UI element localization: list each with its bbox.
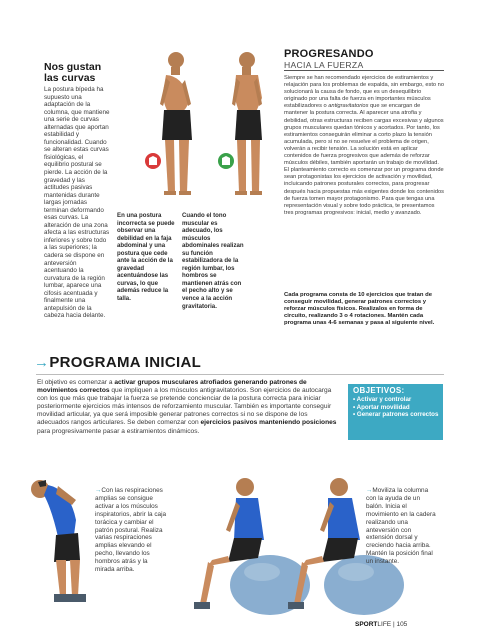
caption-correct-posture: Cuando el tono muscular es adecuado, los músculos abdominales realizan su función estabilizadora de la región lumbar, los hombros se mantienen atrás con el pecho alto y se vence a la acción gravitatoria. [182,212,244,310]
objective-item: • Aportar movilidad [353,403,410,411]
exercise-caption-breathing-text: Con las respiraciones amplias se consigue activar a los músculos inspiratorios, abrir la caja torácica y cambiar el patrón postural. Realiza varias respiraciones amplias elevando el pecho, llevando los hombros atrás y la mirada arriba. [95,487,167,574]
progress-heading-block [284,49,444,70]
curves-text: La postura bípeda ha supuesto una adaptación de la columna, que mantiene una serie de curvas alternadas que aportan estabilidad y funcionalidad. Cuando se alteran estas curvas fisiológicas, el equilibrio postural se pierde. La acción de la gravedad y las actitudes pasivas mantenidas durante largas jornadas terminan deformando esas curvas. La alteración de una zona afecta a las estructuras inferiores y sobre todo a las superiores; la cadera se dispone en anteversión acentuando la curvatura de la región lumbar, aparece una cifosis acentuada y finalmente una antepulsión de la cabeza hacia delante. [44,86,110,320]
footer-brand-bold: SPORT [355,621,378,628]
section-title [34,354,201,371]
footer-brand: LIFE [377,621,392,628]
intro-part2: que impliquen a los músculos antigravitatorios. Son ejercicios de autocarga con los que más que trabajar la fuerza se pretende concienciar de la postura correcta para iniciar posteriormente ejercicios más intensos de reforzamiento muscular. También es importante conseguir movilidad articular, ya que será imposible generar patrones correctos si no se dispone de los adecuados rangos articulares. Se deben comenzar con [37,387,332,427]
objective-item: • Activar y controlar [353,396,412,403]
program-structure-text: Cada programa consta de 10 ejercicios que tratan de conseguir movilidad, generar patrones correctos y reforzar músculos físicos. Realizalos en forma de circuito, realizando 3 o 4 rotaciones. Mantén cada programa unas 4-6 semanas y pasa al siguiente nivel. [284,292,435,327]
page-number: 105 [396,621,408,628]
exercise-caption-ball-text: Moviliza la columna con la ayuda de un balón. Inicia el movimiento en la cadera realizando una anteversión con extensión dorsal y creciendo hacia arriba. Mantén la posición final un instante. [366,487,436,566]
objective-item-text: Generar patrones correctos [356,411,439,419]
section-divider [36,374,444,375]
objective-item-text: Activar y controlar [356,396,412,403]
correct-posture-icon [218,153,234,169]
progress-heading: PROGRESANDO [284,48,374,60]
figure-incorrect-posture [160,52,192,195]
intro-part1: El objetivo es comenzar a [37,379,115,386]
page-footer: SPORTLIFE | 105 [355,621,408,628]
section-intro [37,379,339,436]
exercise-caption-ball [366,487,438,566]
objectives-box [348,384,443,440]
progress-body-part1: Siempre se han recomendado ejercicios de estiramientos y relajación para los problemas de espalda, sin embargo, esto no solucionará la causa de fondo, que es un desequilibrio originado por una falta de fuerza en importantes músculos estabilizadores o [284,75,444,110]
arrow-icon: → [95,487,102,494]
section-title-text: PROGRAMA INICIAL [49,354,202,371]
exercise-breathing-figure [31,480,86,602]
progress-body [284,75,444,217]
caption-incorrect-posture: En una postura incorrecta se puede observar una debilidad en la faja abdominal y una postura que cede ante la acción de la gravedad acentuándose las curvas, lo que además reduce la talla. [117,212,175,303]
progress-body-italic: antigravitatorios [328,103,369,110]
intro-bold1: activar grupos musculares atrofiados generando patrones de movimientos correctos [37,379,307,395]
progress-subheading: HACIA LA FUERZA [284,60,364,70]
objective-item-text: Aportar movilidad [356,403,410,411]
curves-title: Nos gustan las curvas [44,61,102,84]
intro-part3: para progresivamente pasar a estiramientos dinámicos. [37,427,200,435]
objectives-list [353,396,441,419]
incorrect-posture-icon [145,153,161,169]
arrow-icon: → [366,487,373,494]
objective-item: • Generar patrones correctos [353,411,439,419]
exercise-ball-figure-1 [194,478,310,615]
objectives-title: OBJETIVOS: [353,386,405,395]
exercise-caption-breathing [95,487,167,574]
progress-body-part2: que se encargan de mantener la postura correcta. Al aparecer una atrofia y debilidad, otras estructuras reciben cargas excesivas y algunos grupos musculares quedan tónicos y acortados. Por tanto, los estiramientos conseguirán eliminar a corto plazo la tensión acumulada, pero si no se resuelve el problema de origen, volverán a recibir tensión. La solución está en aplicar contenidos de fuerza progresivos que además de reforzar músculos débiles, también aportarán un trabajo de movilidad. El planteamiento correcto es comenzar por un programa donde sean protagonistas los ejercicios de activación y movilidad, incluicando patrones posturales correctos, para progresar después hacia propuestas más exigentes donde los contenidos de fuerza tomen mayor protagonismo. Para que tengas una representación visual y sobre todo práctica, te presentamos tres programas progresivos: inicial, medio y avanzado. [284,103,444,216]
figure-correct-posture [232,52,262,195]
heading-divider [284,70,444,71]
arrow-icon: → [34,354,50,371]
intro-bold2: ejercicios pasivos manteniendo posiciones [200,419,337,427]
